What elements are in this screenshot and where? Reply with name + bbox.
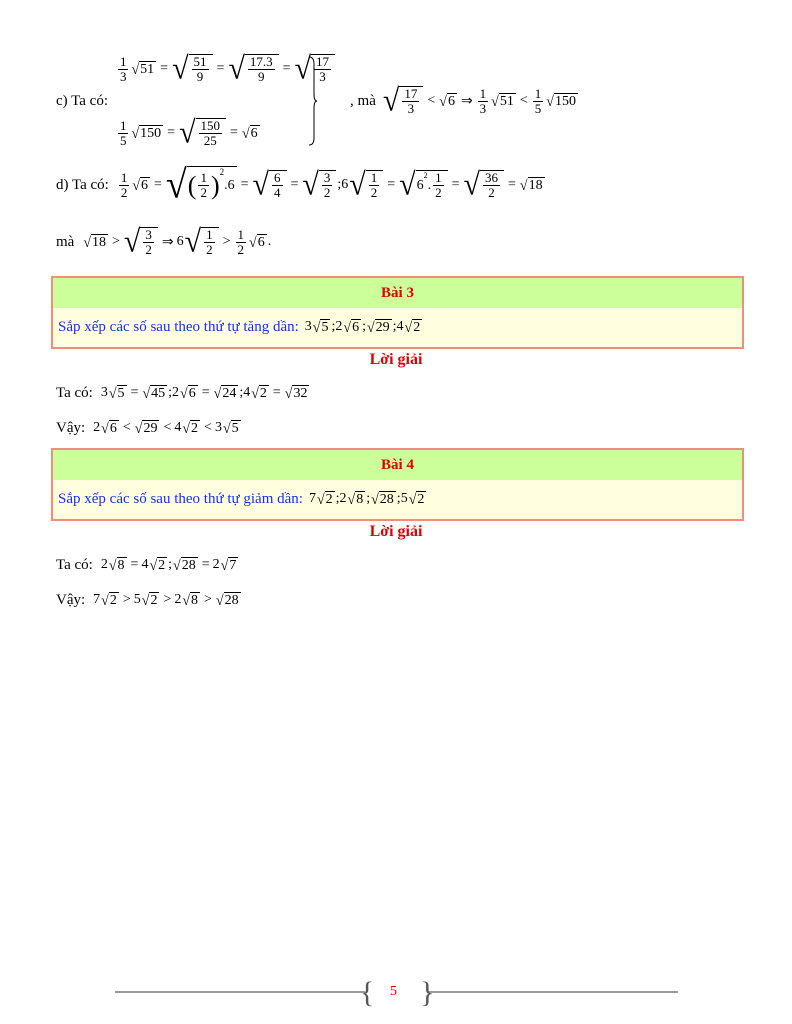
footer-left-brace-icon: { [360, 976, 375, 1009]
part-d [56, 160, 546, 210]
footer-right-brace-icon: } [420, 976, 435, 1009]
part-d-label: d) Ta có: [56, 176, 109, 193]
page-number: 5 [390, 984, 397, 999]
bai3-title: Bài 3 [53, 278, 742, 308]
d-expression: $\frac{1}{2}$ √ 6 = √ ( $\frac{1}{2}$ ) $^2$ .6 = √ $\frac{6}{4}$ = √ $\frac{3}{2}$ ; 6 √ $\frac{1}{2}$ = √ 6 $^2$ . $\frac{1}{2}$ = √ $\frac{36}{2}$ = √ 18 [120, 162, 543, 208]
bai4-taco: Ta có: 2 √ 8 = 4 √ 2 ; √ 28 = 2 √ 7 [56, 556, 237, 574]
bai4-vay: Vậy: 7 √ 2 > 5 √ 2 > 2 √ 8 > √ 28 [56, 591, 239, 609]
bai4-title: Bài 4 [53, 450, 742, 480]
c-row2: $\frac{1}{5}$ √ 150 = √ $\frac{150}{25}$ = √ 6 [119, 115, 258, 150]
footer-line-left [115, 991, 365, 993]
part-c-label: c) Ta có: [56, 92, 108, 109]
bai3-taco: Ta có: 3 √ 5 = √ 45 ; 2 √ 6 = √ 24 ; 4 √ 2 = √ 32 [56, 384, 308, 402]
bai4-box [51, 448, 744, 521]
bai3-box [51, 276, 744, 349]
c-compare: √ $\frac{17}{3}$ < √ 6 ⇒ $\frac{1}{3}$ √ 51 < $\frac{1}{5}$ √ 150 [382, 83, 576, 118]
c-row1: $\frac{1}{3}$ √ 51 = √ $\frac{51}{9}$ = √ $\frac{17.3}{9}$ = √ $\frac{17}{3}$ [116, 54, 336, 84]
bai4-solution-label: Lời giải [369, 523, 423, 540]
c-ma: , mà [350, 92, 376, 109]
bai3-question: Sắp xếp các số sau theo thứ tự tăng dần: 3 √ 5 ; 2 √ 6 ; √ 29 ; 4 √ 2 [58, 318, 421, 336]
ma-label: mà [56, 233, 75, 250]
right-brace-icon [308, 56, 318, 146]
ma-line [56, 222, 271, 262]
part-c [56, 51, 579, 150]
part-c-system [116, 51, 336, 150]
bai3-solution-label: Lời giải [369, 351, 423, 368]
bai4-question: Sắp xếp các số sau theo thứ tự giảm dần: 7 √ 2 ; 2 √ 8 ; √ 28 ; 5 √ 2 [58, 490, 425, 508]
ma-expression: √ 18 > √ $\frac{3}{2}$ ⇒ 6 √ $\frac{1}{2}$ > $\frac{1}{2}$ √ 6 . [83, 224, 272, 259]
bai3-vay: Vậy: 2 √ 6 < √ 29 < 4 √ 2 < 3 √ 5 [56, 419, 239, 437]
footer-line-right [428, 991, 678, 993]
